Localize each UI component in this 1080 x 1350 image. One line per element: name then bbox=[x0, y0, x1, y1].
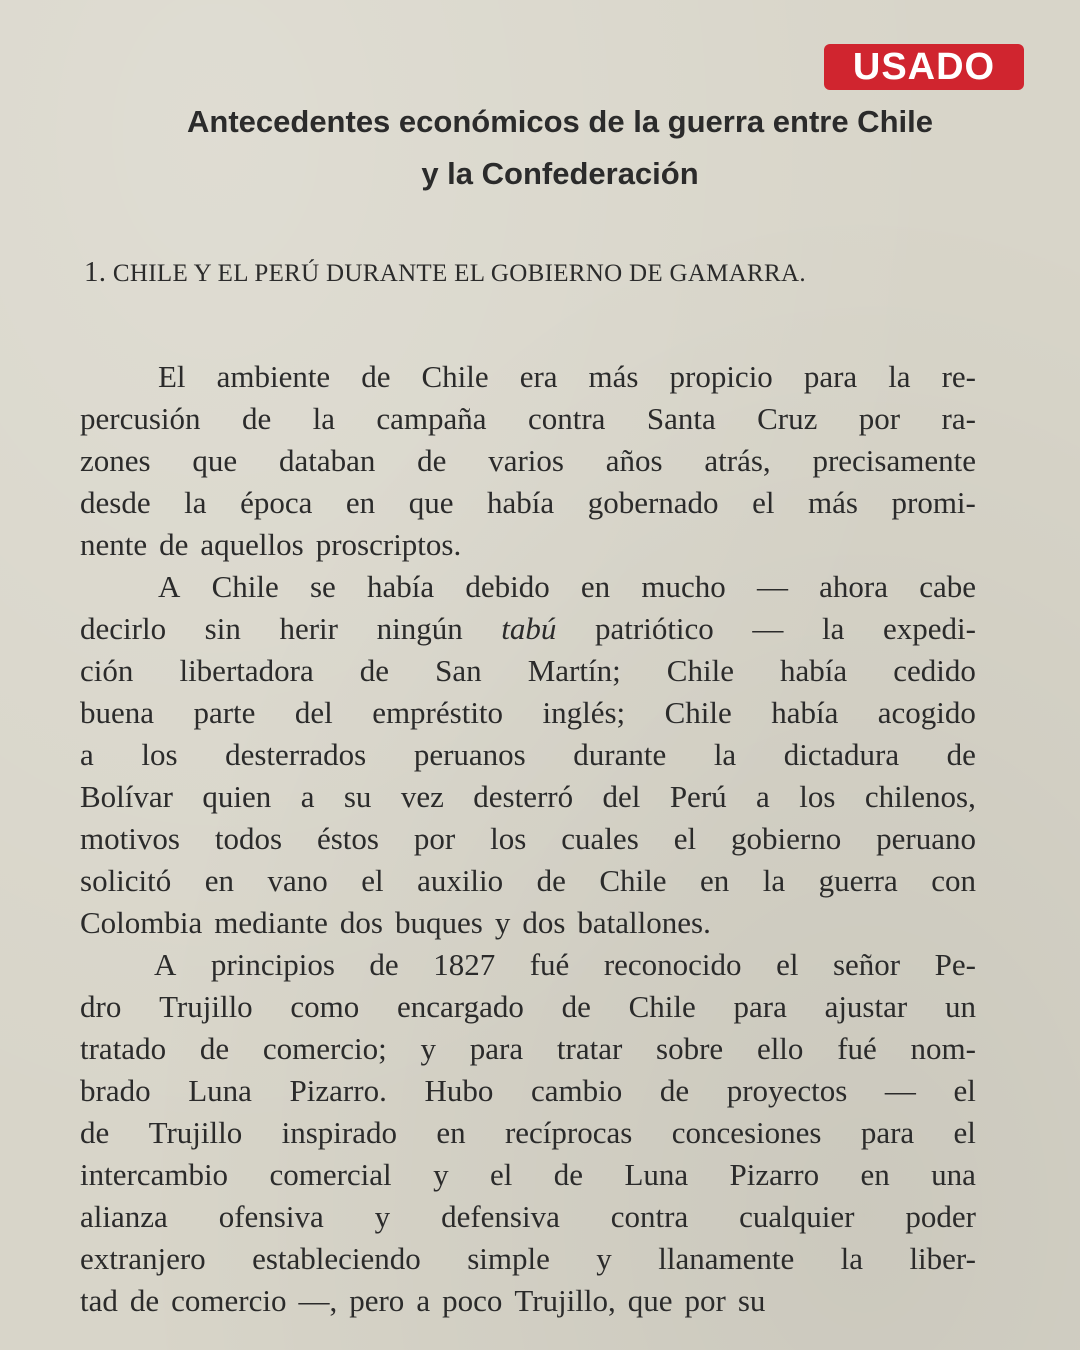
text-line: decirlo sin herir ningún tabú patriótico — la expedi- bbox=[80, 611, 976, 646]
text-line: alianza ofensiva y defensiva contra cualquier poder bbox=[80, 1199, 976, 1234]
text-line: Colombia mediante dos buques y dos batallones. bbox=[80, 905, 711, 940]
text-line: extranjero estableciendo simple y llanamente la liber- bbox=[80, 1241, 976, 1276]
text-line: a los desterrados peruanos durante la dictadura de bbox=[80, 737, 976, 772]
text-line: intercambio comercial y el de Luna Pizarro en una bbox=[80, 1157, 976, 1192]
paragraph bbox=[80, 566, 976, 944]
text-line: dro Trujillo como encargado de Chile para ajustar un bbox=[80, 989, 976, 1024]
chapter-title-line-2: y la Confederación bbox=[421, 156, 699, 191]
paragraph bbox=[80, 356, 976, 566]
chapter-title-line-1: Antecedentes económicos de la guerra entre Chile bbox=[187, 104, 933, 139]
text-line: motivos todos éstos por los cuales el gobierno peruano bbox=[80, 821, 976, 856]
text-line: Bolívar quien a su vez desterró del Perú a los chilenos, bbox=[80, 779, 976, 814]
text-line: solicitó en vano el auxilio de Chile en la guerra con bbox=[80, 863, 976, 898]
text-line: A Chile se había debido en mucho — ahora cabe bbox=[158, 569, 976, 604]
section-heading-text: CHILE Y EL PERÚ DURANTE EL GOBIERNO DE GAMARRA. bbox=[112, 260, 806, 287]
text-line: nente de aquellos proscriptos. bbox=[80, 527, 462, 562]
text-line: A principios de 1827 fué reconocido el señor Pe- bbox=[154, 947, 976, 982]
paragraph bbox=[80, 944, 976, 1322]
text-line: percusión de la campaña contra Santa Cruz por ra- bbox=[80, 401, 976, 436]
text-line: tad de comercio —, pero a poco Trujillo, que por su bbox=[80, 1283, 766, 1318]
section-heading bbox=[84, 256, 984, 289]
text-line: tratado de comercio; y para tratar sobre ello fué nom- bbox=[80, 1031, 976, 1066]
section-number: 1. bbox=[84, 256, 107, 288]
text-line: ción libertadora de San Martín; Chile había cedido bbox=[80, 653, 976, 688]
text-line: El ambiente de Chile era más propicio para la re- bbox=[158, 359, 976, 394]
text-line: desde la época en que había gobernado el más promi- bbox=[80, 485, 976, 520]
text-line: buena parte del empréstito inglés; Chile había acogido bbox=[80, 695, 976, 730]
text-line: brado Luna Pizarro. Hubo cambio de proyectos — el bbox=[80, 1073, 976, 1108]
body-text bbox=[80, 356, 976, 1322]
text-line: zones que databan de varios años atrás, precisamente bbox=[80, 443, 976, 478]
text-line: de Trujillo inspirado en recíprocas concesiones para el bbox=[80, 1115, 976, 1150]
used-badge: USADO bbox=[824, 44, 1024, 90]
